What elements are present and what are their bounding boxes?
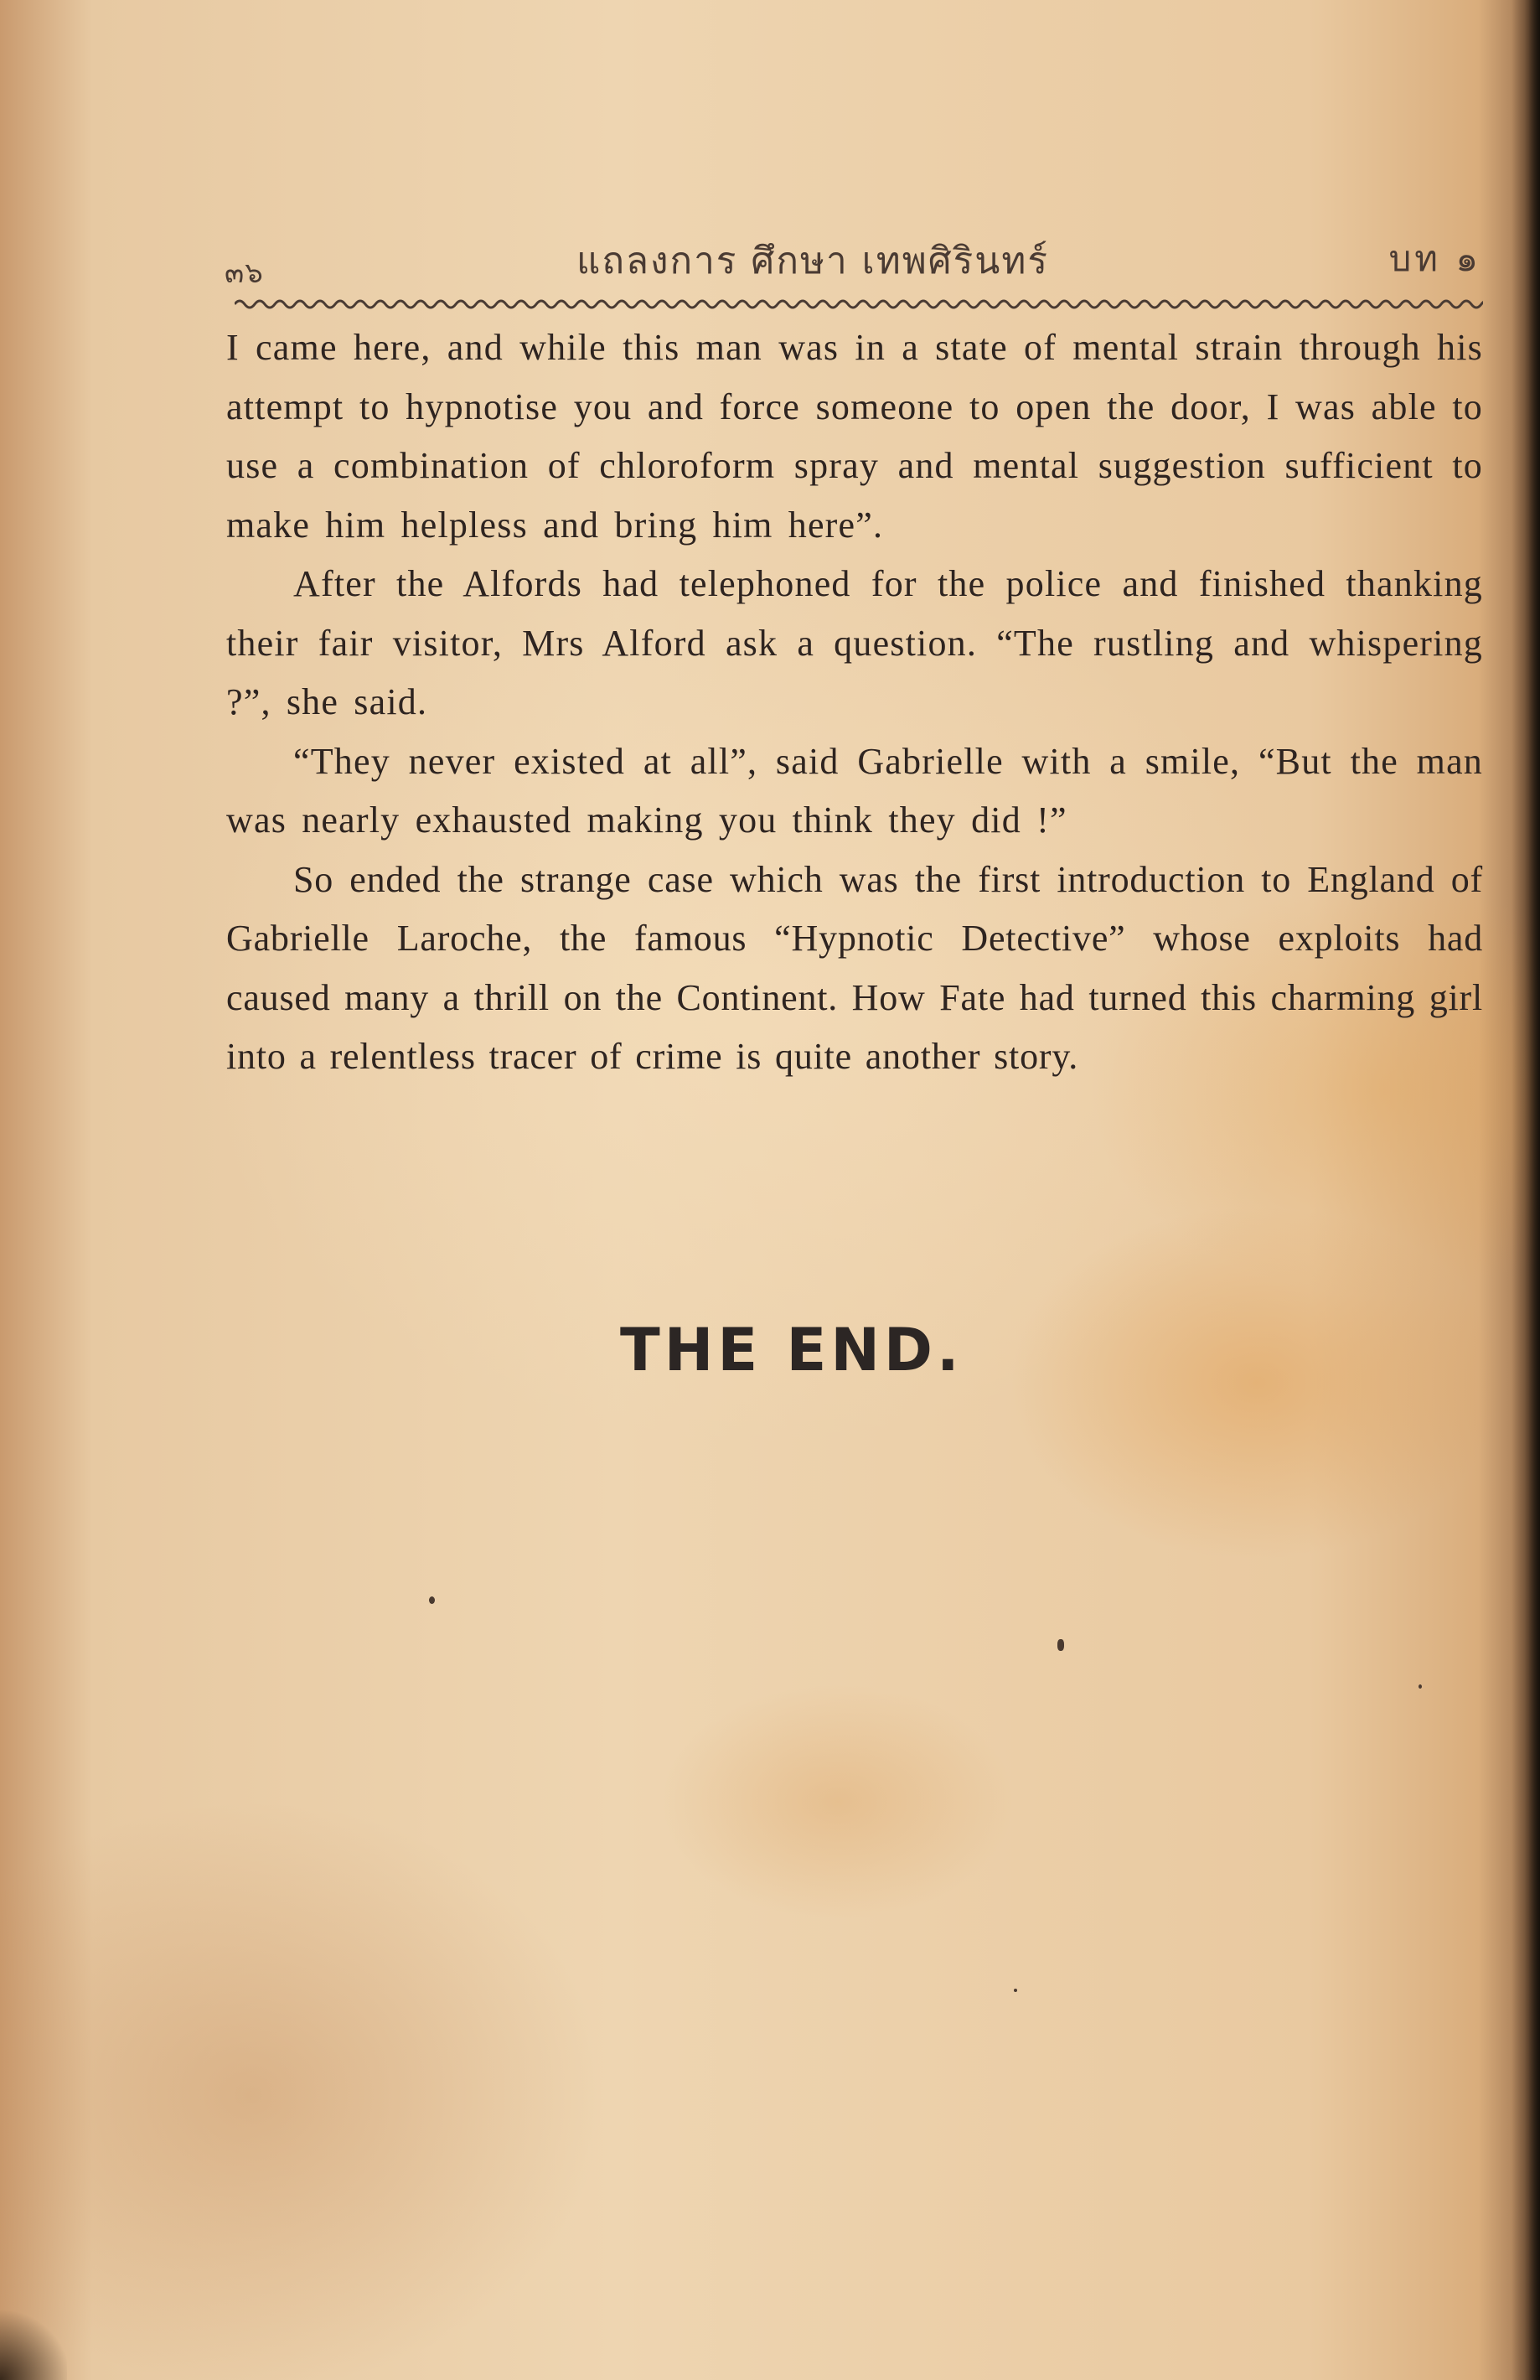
- body-text: [226, 318, 1483, 1087]
- paragraph-4: So ended the strange case which was the first introduction to England of Gabrielle Laroche, the famous “Hypnotic Detective” whose exploits had caused many a thrill on the Continent. How Fate had turned this charming girl into a relentless tracer of crime is quite another story.: [226, 858, 1483, 1077]
- wavy-header-rule: [235, 295, 1483, 313]
- ink-speck: [1419, 1684, 1422, 1689]
- the-end-heading: THE END.: [620, 1316, 964, 1384]
- paragraph-3: “They never existed at all”, said Gabrielle with a smile, “But the man was nearly exhausted making you think they did !”: [226, 740, 1483, 841]
- page-number: ๓๖: [225, 256, 264, 290]
- running-title: แถลงการ ศึกษา เทพศิรินทร์: [576, 240, 1050, 282]
- chapter-mark: บท ๑: [1388, 238, 1481, 279]
- ink-speck: [1057, 1639, 1064, 1651]
- page-edge-shadow: [1512, 0, 1540, 2380]
- paragraph-1: I came here, and while this man was in a state of mental strain through his attempt to hypnotise you and force someone to open the door, I was able to use a combination of chloroform spray and mental suggestion sufficient to make him helpless and bring him here”.: [226, 327, 1483, 546]
- ink-speck: [429, 1596, 435, 1604]
- page-corner-shadow: [0, 2305, 67, 2380]
- ink-speck: [1014, 1989, 1017, 1992]
- page-header: [225, 220, 1481, 290]
- paragraph-2: After the Alfords had telephoned for the police and finished thanking their fair visitor, Mrs Alford ask a question. “The rustling and whispering ?”, she said.: [226, 563, 1483, 722]
